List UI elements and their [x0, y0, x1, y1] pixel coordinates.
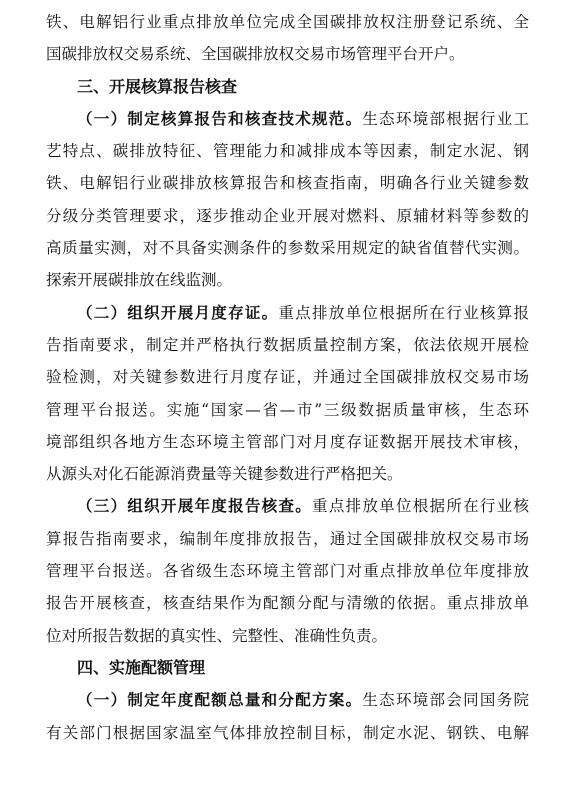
paragraph-lead: （一）制定年度配额总量和分配方案。: [77, 690, 363, 710]
paragraph-lead: （二）组织开展月度存证。: [77, 302, 279, 322]
text-line: 有关部门根据国家温室气体排放控制目标，制定水泥、钢铁、电解: [46, 723, 529, 742]
text-line: 境部组织各地方生态环境主管部门对月度存证数据开展技术审核，: [46, 432, 529, 451]
document-page: [0, 6, 575, 790]
paragraph-text: 生态环境部会同国务院: [362, 691, 529, 710]
text-line: 分级分类管理要求，逐步推动企业开展对燃料、原辅材料等参数的: [46, 206, 529, 225]
paragraph-text: 重点排放单位根据所在行业核: [312, 497, 529, 516]
text-line: 高质量实测，对不具备实测条件的参数采用规定的缺省值替代实测。: [46, 239, 529, 258]
text-line: 国碳排放权交易系统、全国碳排放权交易市场管理平台开户。: [46, 45, 465, 64]
paragraph-first-line: [46, 103, 529, 135]
paragraph-lead: （三）组织开展年度报告核查。: [77, 496, 313, 516]
text-line: 铁、电解铝行业碳排放核算报告和核查指南，明确各行业关键参数: [46, 174, 529, 193]
text-line: 算报告指南要求，编制年度排放报告，通过全国碳排放权交易市场: [46, 529, 529, 548]
text-line: 从源头对化石能源消费量等关键参数进行严格把关。: [46, 465, 403, 484]
paragraph-first-line: [46, 490, 529, 522]
section-heading: 三、开展核算报告核查: [77, 76, 238, 96]
text-line: 探索开展碳排放在线监测。: [46, 271, 233, 290]
text-line: 管理平台报送。实施“国家—省—市”三级数据质量审核，生态环: [46, 400, 529, 419]
text-line: 管理平台报送。各省级生态环境主管部门对重点排放单位年度排放: [46, 562, 529, 581]
text-line: 铁、电解铝行业重点排放单位完成全国碳排放权注册登记系统、全: [46, 13, 529, 31]
paragraph-first-line: [46, 684, 529, 716]
paragraph-text: 重点排放单位根据所在行业核算报: [278, 303, 529, 322]
text-line: 告指南要求，制定并严格执行数据质量控制方案，依法依规开展检: [46, 335, 529, 354]
paragraph-lead: （一）制定核算报告和核查技术规范。: [77, 108, 363, 128]
paragraph-text: 生态环境部根据行业工: [362, 109, 529, 128]
text-line: 位对所报告数据的真实性、完整性、准确性负责。: [46, 626, 388, 645]
text-line: 艺特点、碳排放特征、管理能力和减排成本等因素，制定水泥、钢: [46, 142, 529, 161]
paragraph-first-line: [46, 297, 529, 329]
section-heading: 四、实施配额管理: [77, 657, 206, 677]
text-line: 报告开展核查，核查结果作为配额分配与清缴的依据。重点排放单: [46, 594, 529, 613]
text-line: 验检测，对关键参数进行月度存证，并通过全国碳排放权交易市场: [46, 368, 529, 387]
